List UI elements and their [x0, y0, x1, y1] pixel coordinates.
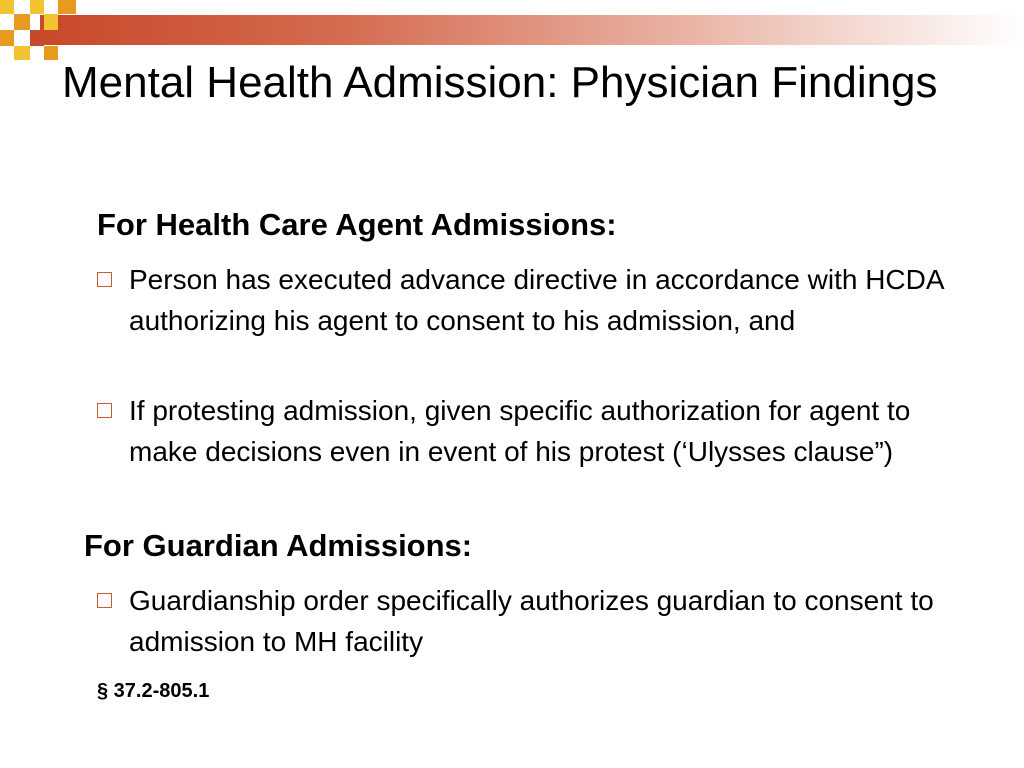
- section-heading-health-care-agent: For Health Care Agent Admissions:: [97, 207, 617, 242]
- decor-square: [0, 0, 14, 14]
- statute-citation: § 37.2-805.1: [97, 680, 210, 702]
- decor-square: [30, 30, 44, 46]
- square-bullet-icon: [97, 272, 112, 287]
- section-heading-guardian: For Guardian Admissions:: [84, 528, 473, 563]
- decor-square: [0, 30, 14, 46]
- bullet-text: If protesting admission, given specific authorization for agent to make decisions even in event of his protest (‘Ulysses clause”): [129, 395, 911, 467]
- square-bullet-icon: [97, 403, 112, 418]
- square-bullet-icon: [97, 593, 112, 608]
- decor-square: [14, 14, 30, 30]
- decor-square: [14, 46, 30, 60]
- slide-title: Mental Health Admission: Physician Findings: [62, 58, 938, 107]
- bullet-text: Person has executed advance directive in accordance with HCDA authorizing his agent to consent to his admission, and: [129, 264, 943, 336]
- bullet-item: [97, 580, 957, 662]
- decor-square: [30, 0, 44, 14]
- bullet-item: [97, 259, 957, 341]
- bullet-text: Guardianship order specifically authorizes guardian to consent to admission to MH facility: [129, 585, 934, 657]
- decor-square: [44, 14, 58, 30]
- header-gradient-bar: [40, 15, 1024, 45]
- bullet-item: [97, 390, 957, 472]
- decor-square: [58, 0, 76, 14]
- decor-square: [44, 46, 58, 60]
